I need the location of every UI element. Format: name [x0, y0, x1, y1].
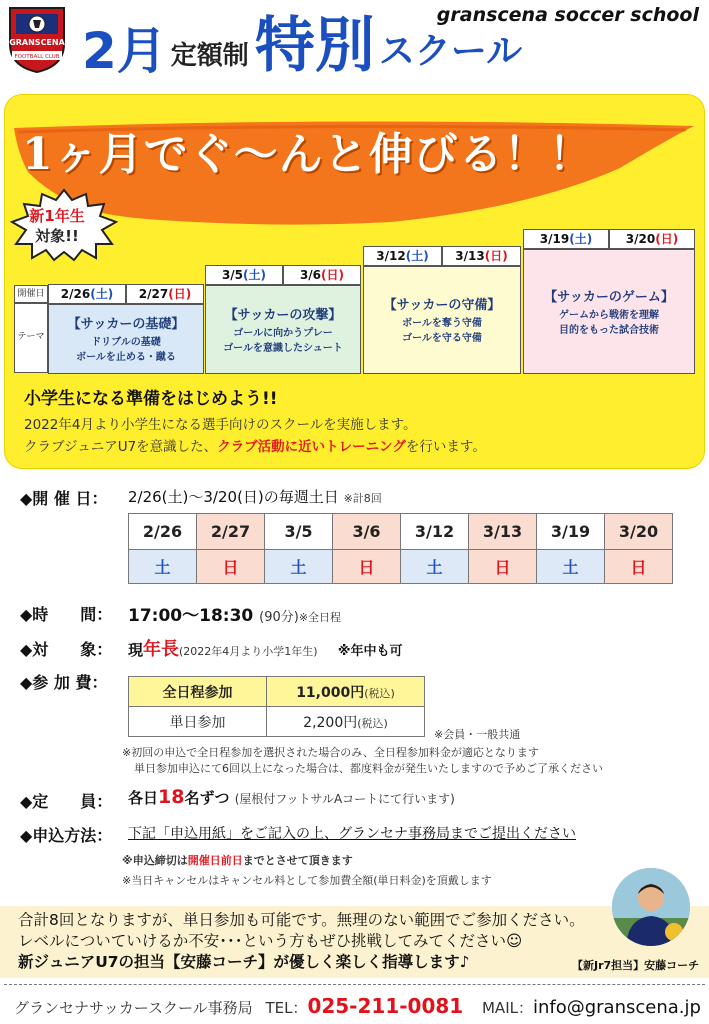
week2-theme-panel: [205, 285, 361, 374]
title-school: スクール: [378, 31, 523, 72]
title-month: 2月: [82, 22, 167, 80]
row-label-theme: テーマ: [14, 303, 48, 373]
week3-theme-sub2: ゴールを守る守備: [402, 333, 482, 344]
apply-label: ◆申込方法：: [20, 826, 113, 845]
schedule-text: 2/26(土)～3/20(日)の毎週土日 ※計8回: [128, 488, 382, 506]
day-cell: 日: [469, 550, 537, 584]
week1-theme-panel: [48, 304, 204, 374]
day-cell: 土: [265, 550, 333, 584]
week2-theme-title: 【サッカーの攻撃】: [224, 307, 342, 323]
week1-theme-title: 【サッカーの基礎】: [67, 317, 185, 332]
target-label: ◆対 象：: [20, 640, 113, 659]
capacity-text: 各日18名ずつ (屋根付フットサルAコートにて行います): [128, 786, 455, 808]
time-text: 17:00～18:30 (90分)※全日程: [128, 606, 342, 626]
date-cell: 2/27: [197, 514, 265, 550]
fee-row2-name: 単日参加: [129, 707, 267, 737]
fee-row1-name: 全日程参加: [129, 677, 267, 707]
footer: [14, 994, 701, 1018]
date-cell: 3/20: [605, 514, 673, 550]
week4-date-sat: 3/19(土): [523, 229, 609, 249]
coach-caption: 【新Jr7担当】安藤コーチ: [572, 959, 700, 972]
day-cell: 日: [605, 550, 673, 584]
fee-common-note: ※会員・一般共通: [434, 728, 521, 741]
footer-office: グランセナサッカースクール事務局: [14, 999, 253, 1017]
message-line-2: レベルについていけるか不安･･･という方もぜひ挑戦してみてください☺: [18, 932, 523, 950]
fee-row1-price: 11,000円(税込): [267, 677, 425, 707]
message-line-1: 合計8回となりますが、単日参加も可能です。無理のない範囲でご参加ください。: [18, 911, 585, 929]
week4-theme-title: 【サッカーのゲーム】: [544, 289, 674, 305]
target-text: 現年長(2022年4月より小学1年生) ※年中も可: [128, 639, 403, 660]
date-cell: 3/19: [537, 514, 605, 550]
fee-label: ◆参 加 費：: [20, 673, 108, 692]
apply-note-1: ※申込締切は開催日前日までとさせて頂きます: [122, 854, 353, 867]
title-kind: 定額制: [170, 41, 249, 71]
footer-tel-label: TEL：: [265, 999, 308, 1017]
week1-date-sat: 2/26(土): [48, 284, 126, 304]
week2-date-sat: 3/5(土): [205, 265, 283, 285]
schedule-label: ◆開 催 日：: [20, 489, 108, 508]
capacity-label: ◆定 員：: [20, 792, 113, 811]
date-cell: 3/13: [469, 514, 537, 550]
message-line-3: 新ジュニアU7の担当【安藤コーチ】が優しく楽しく指導します♪: [18, 953, 470, 971]
week3-date-sat: 3/12(土): [363, 246, 442, 266]
week3-theme-sub1: ボールを奪う守備: [402, 318, 482, 329]
fee-note-1: ※初回の申込で全日程参加を選択された場合のみ、全日程参加料金が適応となります: [122, 746, 539, 759]
date-cell: 3/6: [333, 514, 401, 550]
day-cell: 土: [401, 550, 469, 584]
time-label: ◆時 間：: [20, 605, 113, 624]
burst-badge-text: [14, 206, 100, 246]
club-logo: [6, 4, 68, 74]
date-cell: 2/26: [129, 514, 197, 550]
day-cell: 日: [197, 550, 265, 584]
week4-date-sun: 3/20(日): [609, 229, 695, 249]
prep-heading: 小学生になる準備をはじめよう!!: [24, 389, 278, 409]
burst-line-1: 新1年生: [29, 207, 85, 225]
apply-text: 下記「申込用紙」をご記入の上、グランセナ事務局までご提出ください: [128, 826, 576, 842]
dates-table: [128, 513, 673, 584]
week3-theme-title: 【サッカーの守備】: [383, 298, 501, 313]
week2-theme-sub1: ゴールに向かうプレー: [233, 327, 333, 339]
week1-date-sun: 2/27(日): [126, 284, 204, 304]
date-cell: 3/5: [265, 514, 333, 550]
week4-theme-panel: [523, 249, 695, 374]
week1-theme-sub1: ドリブルの基礎: [91, 337, 161, 348]
fee-table: [128, 676, 425, 737]
date-cell: 3/12: [401, 514, 469, 550]
footer-mail-label: MAIL：: [481, 999, 533, 1017]
day-cell: 土: [129, 550, 197, 584]
week3-date-sun: 3/13(日): [442, 246, 521, 266]
day-cell: 土: [537, 550, 605, 584]
footer-mail[interactable]: info@granscena.jp: [532, 997, 701, 1018]
title-special: 特別: [254, 11, 375, 81]
burst-line-2: 対象!!: [35, 227, 79, 245]
week4-theme-sub1: ゲームから戦術を理解: [559, 309, 659, 321]
week2-date-sun: 3/6(日): [283, 265, 361, 285]
fee-note-2: 単日参加申込にて6回以上になった場合は、都度料金が発生いたしますので予めご了承ください: [134, 762, 603, 775]
fee-row2-price: 2,200円(税込): [267, 707, 425, 737]
week4-theme-sub2: 目的をもった試合技術: [559, 324, 659, 336]
day-cell: 日: [333, 550, 401, 584]
school-name: granscena soccer school: [436, 4, 699, 26]
footer-divider: [4, 984, 705, 985]
apply-note-2: ※当日キャンセルはキャンセル料として参加費全額(単日料金)を頂戴します: [122, 874, 492, 887]
logo-ribbon: FOOTBALL CLUB: [14, 54, 60, 60]
week2-theme-sub2: ゴールを意識したシュート: [223, 342, 343, 354]
week1-theme-sub2: ボールを止める・蹴る: [76, 352, 176, 363]
row-label-date: 開催日: [14, 285, 48, 303]
catch-phrase: 1ヶ月でぐ～んと伸びる！！: [22, 129, 594, 180]
coach-photo: [612, 868, 690, 946]
desc-line-2: クラブジュニアU7を意識した、クラブ活動に近いトレーニングを行います。: [24, 439, 486, 455]
logo-label: GRANSCENA: [9, 38, 65, 47]
footer-tel[interactable]: 025-211-0081: [307, 994, 464, 1018]
description: [24, 414, 486, 458]
message-text: [18, 910, 585, 973]
week3-theme-panel: [363, 266, 521, 374]
desc-line-1: 2022年4月より小学生になる選手向けのスクールを実施します。: [24, 417, 417, 433]
